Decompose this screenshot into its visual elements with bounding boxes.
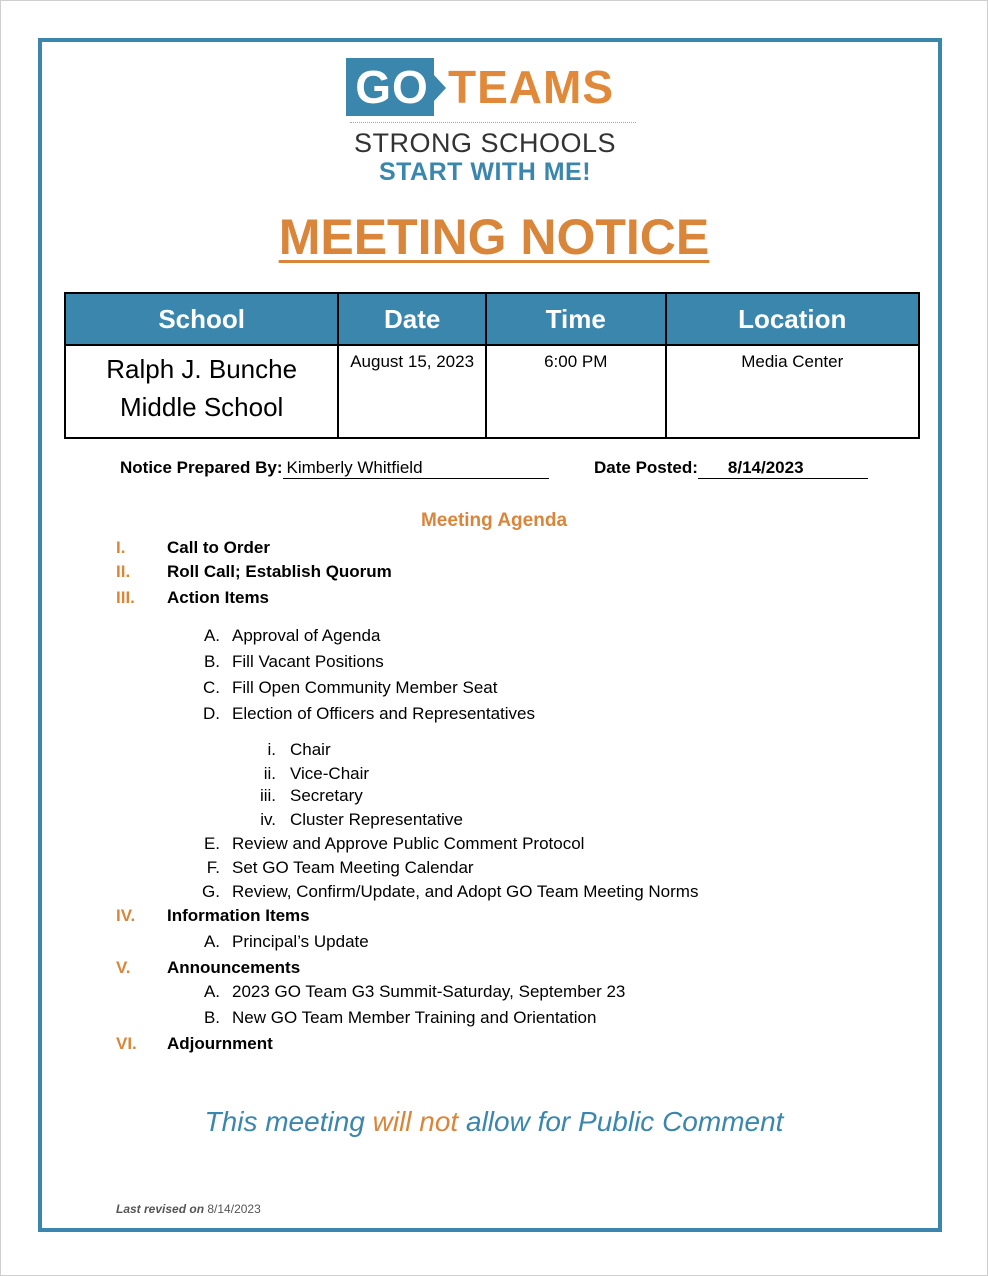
list-item-letter: B.: [203, 1008, 220, 1027]
agenda-title: Meeting Agenda: [420, 510, 568, 531]
list-item: Approval of Agenda: [232, 626, 381, 645]
agenda-num-5: V.: [116, 958, 131, 977]
list-item-letter: B.: [203, 652, 220, 671]
logo-arrow-icon: [434, 75, 446, 101]
public-comment-notice: [0, 1106, 988, 1138]
agenda-item-roll-call: Roll Call; Establish Quorum: [167, 562, 392, 581]
agenda-num-6: VI.: [116, 1034, 137, 1053]
header-school: School: [65, 293, 338, 345]
prepared-by-value: Kimberly Whitfield: [283, 458, 549, 479]
agenda-num-2: II.: [116, 562, 131, 581]
list-item-letter: C.: [203, 678, 220, 697]
list-item-letter: A.: [203, 982, 220, 1001]
list-item-letter: A.: [203, 626, 220, 645]
list-item: Fill Open Community Member Seat: [232, 678, 498, 697]
sub-list-num: iv.: [260, 810, 276, 829]
list-item-letter: F.: [206, 858, 220, 877]
page-title: [0, 208, 988, 266]
list-item: Review and Approve Public Comment Protocol: [232, 834, 585, 853]
list-item: Fill Vacant Positions: [232, 652, 384, 671]
notice-prepared: [120, 458, 549, 479]
list-item-letter: A.: [203, 932, 220, 951]
public-comment-part1: This meeting: [204, 1106, 373, 1137]
logo-tagline-2: START WITH ME!: [378, 158, 592, 186]
school-name-line1: Ralph J. Bunche: [106, 354, 298, 384]
agenda-num-4: IV.: [116, 906, 136, 925]
list-item-letter: E.: [203, 834, 220, 853]
list-item: Review, Confirm/Update, and Adopt GO Team Meeting Norms: [232, 882, 699, 901]
revised-date: 8/14/2023: [207, 1202, 261, 1216]
header-time: Time: [486, 293, 666, 345]
table-header-row: [65, 293, 919, 345]
list-item: Election of Officers and Representatives: [232, 704, 536, 723]
agenda-item-adjournment: Adjournment: [167, 1034, 273, 1053]
posted-label: Date Posted:: [594, 458, 698, 477]
agenda-num-3: III.: [116, 588, 135, 607]
sub-list-num: ii.: [263, 764, 276, 783]
logo-go-text: GO: [355, 61, 429, 113]
header-date: Date: [338, 293, 486, 345]
sub-list-item: Vice-Chair: [290, 764, 370, 783]
revised-label: Last revised on: [116, 1202, 205, 1216]
sub-list-num: i.: [267, 740, 276, 759]
page-title-text: MEETING NOTICE: [278, 209, 710, 265]
logo-tagline-1: STRONG SCHOOLS: [353, 128, 617, 158]
revision-note: [116, 1202, 261, 1216]
list-item-letter: G.: [202, 882, 220, 901]
public-comment-emphasis: will not: [372, 1106, 459, 1137]
agenda-item-call-to-order: Call to Order: [167, 538, 270, 557]
cell-location: Media Center: [666, 345, 919, 438]
school-name-line2: Middle School: [120, 392, 284, 422]
agenda-item-action-items: Action Items: [167, 588, 270, 607]
sub-list-item: Secretary: [290, 786, 363, 805]
list-item: Set GO Team Meeting Calendar: [232, 858, 474, 877]
list-item-letter: D.: [203, 704, 220, 723]
table-row: [65, 345, 919, 438]
cell-date: August 15, 2023: [338, 345, 486, 438]
agenda-item-information-items: Information Items: [167, 906, 310, 925]
public-comment-part3: allow for Public Comment: [458, 1106, 784, 1137]
list-item: New GO Team Member Training and Orientation: [232, 1008, 597, 1027]
list-item: Principal’s Update: [232, 932, 369, 951]
cell-time: 6:00 PM: [486, 345, 666, 438]
date-posted-value: 8/14/2023: [698, 458, 868, 479]
cell-school: [65, 345, 338, 438]
sub-list-item: Cluster Representative: [290, 810, 463, 829]
sub-list-num: iii.: [259, 786, 276, 805]
agenda-num-1: I.: [116, 538, 126, 557]
list-item: 2023 GO Team G3 Summit-Saturday, September 23: [232, 982, 626, 1001]
meeting-info-table: [64, 292, 920, 439]
prepared-label: Notice Prepared By:: [120, 458, 283, 477]
logo-teams-text: TEAMS: [448, 61, 614, 113]
agenda-item-announcements: Announcements: [167, 958, 301, 977]
logo-divider: [350, 122, 636, 123]
sub-list-item: Chair: [290, 740, 331, 759]
date-posted: [594, 458, 868, 479]
goteams-logo: [346, 56, 638, 188]
header-location: Location: [666, 293, 919, 345]
